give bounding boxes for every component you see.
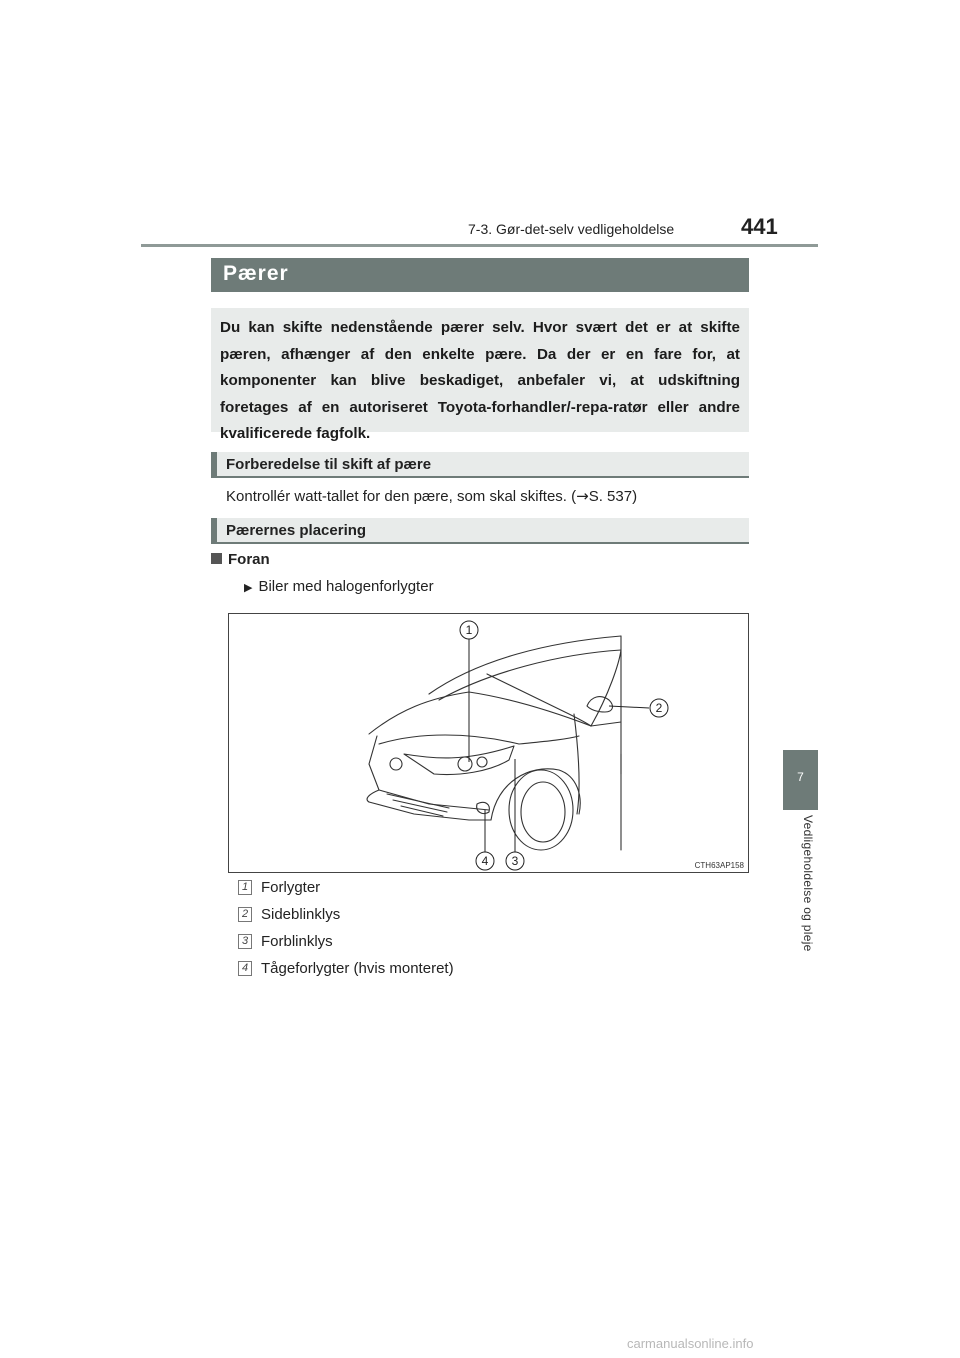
legend-label: Sideblinklys <box>261 906 341 923</box>
callout-4: 4 <box>481 854 489 868</box>
legend-item <box>238 906 340 923</box>
page-title: Pærer <box>223 262 289 285</box>
car-front-figure <box>228 613 749 873</box>
legend-number: 4 <box>238 961 252 976</box>
chapter-title: Vedligeholdelse og pleje <box>801 815 815 952</box>
reference-arrow-icon: → <box>576 487 589 505</box>
page-title-bar <box>211 258 749 292</box>
variant-line <box>244 578 434 595</box>
intro-text: Du kan skifte nedenstående pærer selv. Hvor svært det er at skifte pæren, afhænger af den enkelte pære. Da der er en fare for, at komponenter kan blive beskadiget, anbefaler vi, at udskiftning foretages af en autoriseret Toyota-forhandler/-repa-ratør eller andre kvalificerede fagfolk. <box>211 308 749 432</box>
legend-item <box>238 960 454 977</box>
prep-heading-bar <box>211 452 749 478</box>
prep-text-before: Kontrollér watt-tallet for den pære, som skal skiftes. ( <box>226 488 577 505</box>
variant-text: Biler med halogenforlygter <box>258 578 434 595</box>
placement-heading: Pærernes placering <box>226 522 367 539</box>
page-number: 441 <box>741 214 778 239</box>
triangle-bullet-icon: ▶ <box>244 581 253 594</box>
legend-number: 1 <box>238 880 252 895</box>
callout-1: 1 <box>465 623 473 637</box>
legend-number: 2 <box>238 907 252 922</box>
section-header: 7-3. Gør-det-selv vedligeholdelse <box>468 221 675 237</box>
legend-item <box>238 933 333 950</box>
front-subheading-text: Foran <box>228 551 270 568</box>
chapter-tab <box>783 750 818 810</box>
legend-label: Tågeforlygter (hvis monteret) <box>261 960 454 977</box>
callout-2: 2 <box>655 701 663 715</box>
figure-code: CTH63AP158 <box>694 861 744 870</box>
legend-label: Forblinklys <box>261 933 333 950</box>
legend-item <box>238 879 320 896</box>
square-bullet-icon <box>211 553 222 564</box>
callout-3: 3 <box>511 854 519 868</box>
car-illustration <box>229 614 748 872</box>
chapter-number: 7 <box>797 770 804 784</box>
watermark: carmanualsonline.info <box>627 1336 754 1351</box>
prep-heading: Forberedelse til skift af pære <box>226 456 432 473</box>
placement-heading-bar <box>211 518 749 544</box>
front-subheading <box>211 551 270 568</box>
legend-number: 3 <box>238 934 252 949</box>
prep-text-after: S. 537) <box>588 488 638 505</box>
header-rule <box>141 244 818 247</box>
prep-text <box>226 487 637 505</box>
legend-label: Forlygter <box>261 879 321 896</box>
